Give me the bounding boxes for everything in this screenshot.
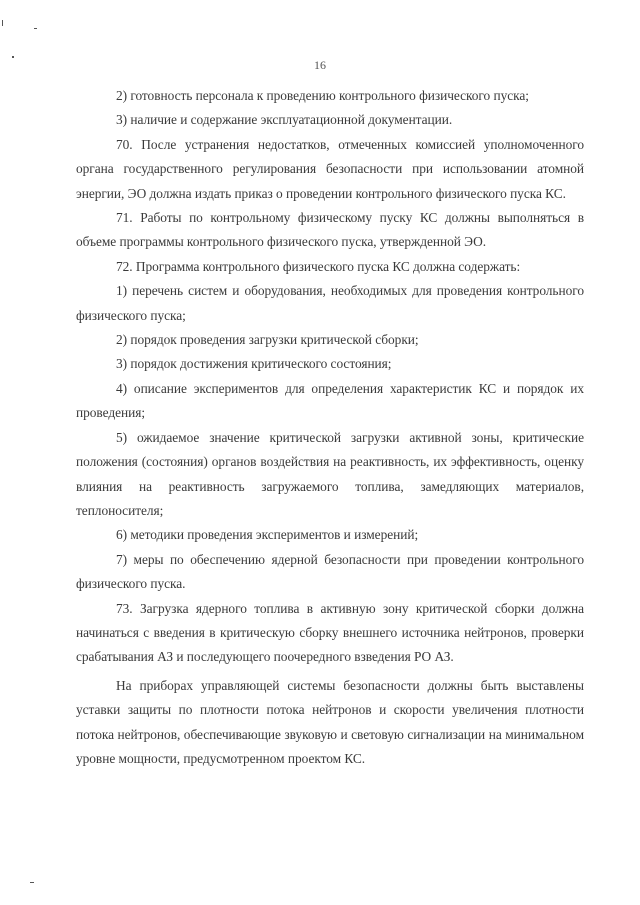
paragraph: 2) готовность персонала к проведению контрольного физического пуска; <box>116 88 529 103</box>
page-number: 16 <box>314 58 326 72</box>
scan-artifact <box>34 28 37 29</box>
scan-artifact <box>30 882 34 883</box>
document-body <box>76 84 584 771</box>
paragraph: 73. Загрузка ядерного топлива в активную зону критической сборки должна начинаться с введения в критическую сборку внешнего источника нейтронов, проверки срабатывания АЗ и последующего поочередного взведения РО АЗ. <box>76 600 584 665</box>
paragraph: 4) описание экспериментов для определения характеристик КС и порядок их проведения; <box>76 380 584 421</box>
paragraph: 7) меры по обеспечению ядерной безопасности при проведении контрольного физического пуска. <box>76 551 584 592</box>
paragraph: На приборах управляющей системы безопасности должны быть выставлены уставки защиты по плотности потока нейтронов и скорости увеличения плотности потока нейтронов, обеспечивающие звуковую и световую сигнализации на минимальном уровне мощности, предусмотренном проектом КС. <box>76 677 584 766</box>
paragraph: 1) перечень систем и оборудования, необходимых для проведения контрольного физического пуска; <box>76 283 584 323</box>
paragraph: 5) ожидаемое значение критической загрузки активной зоны, критические положения (состояния) органов воздействия на реактивность, их эффективность, оценку влияния на реактивность загружаемого топлива, замедляющих материалов, теплоносителя; <box>76 429 584 518</box>
paragraph: 72. Программа контрольного физического пуска КС должна содержать: <box>116 258 521 274</box>
paragraph: 6) методики проведения экспериментов и измерений; <box>116 527 419 543</box>
paragraph: 70. После устранения недостатков, отмеченных комиссией уполномоченного органа государственного регулирования безопасности при использовании атомной энергии, ЭО должна издать приказ о проведении контрольного физического пуска КС. <box>76 136 584 201</box>
scan-artifact <box>2 20 3 26</box>
paragraph: 71. Работы по контрольному физическому пуску КС должны выполняться в объеме программы контрольного физического пуска, утвержденной ЭО. <box>76 210 584 250</box>
paragraph: 3) наличие и содержание эксплуатационной документации. <box>116 112 453 128</box>
paragraph: 2) порядок проведения загрузки критической сборки; <box>116 332 419 348</box>
paragraph: 3) порядок достижения критического состояния; <box>116 356 392 372</box>
